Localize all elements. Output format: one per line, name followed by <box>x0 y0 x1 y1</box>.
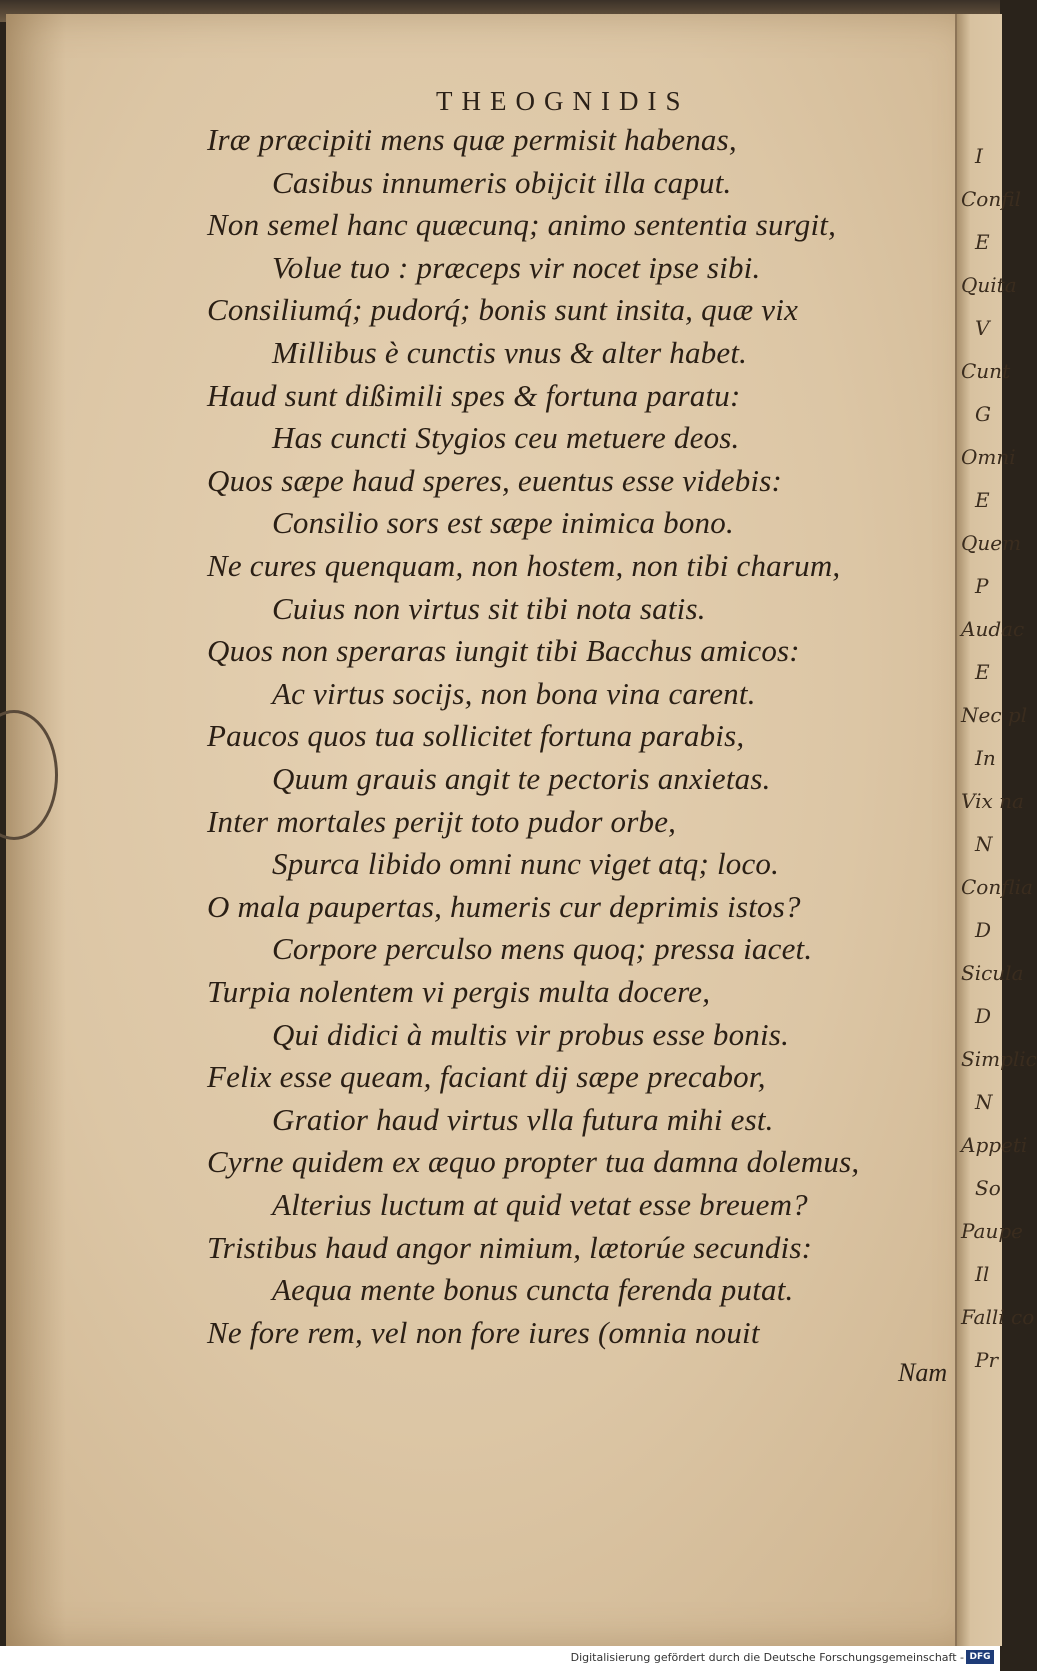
facing-page-fragment: Falli co <box>961 1305 1035 1329</box>
catchword: Nam <box>898 1358 948 1387</box>
hexameter-line: Quos sæpe haud speres, euentus esse videbis: <box>207 462 783 498</box>
facing-page-fragment: Pr <box>975 1348 999 1372</box>
pentameter-line: Qui didici à multis vir probus esse bonis. <box>272 1016 790 1052</box>
facing-page-fragment: Il <box>975 1262 990 1286</box>
facing-page-fragment: Confil <box>961 187 1021 211</box>
pentameter-line: Ac virtus socijs, non bona vina carent. <box>272 675 756 711</box>
hexameter-line: Paucos quos tua sollicitet fortuna parabis, <box>207 718 745 754</box>
facing-page-fragment: Sicula <box>961 961 1024 985</box>
facing-page-fragment: Paupe <box>961 1219 1024 1243</box>
pentameter-line: Gratior haud virtus vlla futura mihi est. <box>272 1101 774 1137</box>
running-head: THEOGNIDIS <box>436 86 690 116</box>
facing-page-fragment: G <box>975 402 991 426</box>
pentameter-line: Aequa mente bonus cuncta ferenda putat. <box>272 1272 794 1308</box>
pentameter-line: Has cuncti Stygios ceu metuere deos. <box>272 420 740 456</box>
facing-page-fragment: Appeti <box>961 1133 1028 1157</box>
facing-page-fragment: Nec pl <box>961 703 1028 727</box>
hexameter-line: Tristibus haud angor nimium, lætorúe secundis: <box>207 1229 813 1265</box>
pentameter-line: Volue tuo : præceps vir nocet ipse sibi. <box>272 249 761 285</box>
facing-page-fragment: Quem <box>961 531 1022 555</box>
facing-page-fragment: Simplic <box>961 1047 1037 1071</box>
pentameter-line: Alterius luctum at quid vetat esse breuem? <box>272 1187 808 1222</box>
hexameter-line: Felix esse queam, faciant dij sæpe precabor, <box>207 1059 766 1095</box>
pentameter-line: Corpore perculso mens quoq; pressa iacet. <box>272 931 813 967</box>
hexameter-line: Haud sunt dißimili spes & fortuna paratu: <box>207 377 741 413</box>
facing-page-fragment: E <box>975 488 990 512</box>
hexameter-line: Iræ præcipiti mens quæ permisit habenas, <box>207 122 737 157</box>
hexameter-line: Non semel hanc quæcunq; animo sententia surgit, <box>207 207 837 243</box>
pentameter-line: Cuius non virtus sit tibi nota satis. <box>272 590 706 626</box>
facing-page-fragment: Vix na <box>961 789 1024 813</box>
facing-page-fragment: I <box>975 144 983 168</box>
hexameter-line: Quos non speraras iungit tibi Bacchus amicos: <box>207 633 800 669</box>
facing-page-fragment: So <box>975 1176 1001 1200</box>
facing-page-fragment: E <box>975 230 990 254</box>
pentameter-line: Spurca libido omni nunc viget atq; loco. <box>272 846 780 882</box>
facing-page-fragment: Audac <box>961 617 1025 641</box>
pentameter-line: Consilio sors est sæpe inimica bono. <box>272 505 734 541</box>
pentameter-line: Casibus innumeris obijcit illa caput. <box>272 164 732 200</box>
facing-page-fragment: Omni <box>961 445 1016 469</box>
hexameter-line: Consiliumq́; pudorq́; bonis sunt insita, quæ vix <box>207 292 799 328</box>
footer-credit: Digitalisierung gefördert durch die Deutsche Forschungsgemeinschaft - <box>570 1651 964 1664</box>
facing-page-fragment: Cunt <box>961 359 1011 383</box>
hexameter-line: Ne cures quenquam, non hostem, non tibi charum, <box>207 548 841 583</box>
facing-page-fragment: Conflia <box>961 875 1033 899</box>
pentameter-line: Millibus è cunctis vnus & alter habet. <box>272 335 748 370</box>
facing-page-fragment: In <box>975 746 996 770</box>
hexameter-line: Inter mortales perijt toto pudor orbe, <box>207 803 677 839</box>
facing-page-fragment: E <box>975 660 990 684</box>
facing-page-fragment: D <box>975 918 992 942</box>
pentameter-line: Quum grauis angit te pectoris anxietas. <box>272 761 771 796</box>
facing-page-fragment: P <box>975 574 989 598</box>
dfg-logo: DFG <box>966 1650 994 1664</box>
hexameter-line: Turpia nolentem vi pergis multa docere, <box>207 974 711 1009</box>
facing-page-fragment: Quita <box>961 273 1017 297</box>
facing-page-edge <box>955 14 1037 1646</box>
facing-page-fragment: N <box>975 1090 993 1114</box>
hexameter-line: O mala paupertas, humeris cur deprimis istos? <box>207 888 801 924</box>
facing-page-fragment: D <box>975 1004 992 1028</box>
hexameter-line: Cyrne quidem ex æquo propter tua damna dolemus, <box>207 1144 860 1180</box>
facing-page-fragment: N <box>975 832 993 856</box>
facing-page-fragment: V <box>975 316 990 340</box>
hexameter-line: Ne fore rem, vel non fore iures (omnia nouit <box>207 1314 760 1350</box>
